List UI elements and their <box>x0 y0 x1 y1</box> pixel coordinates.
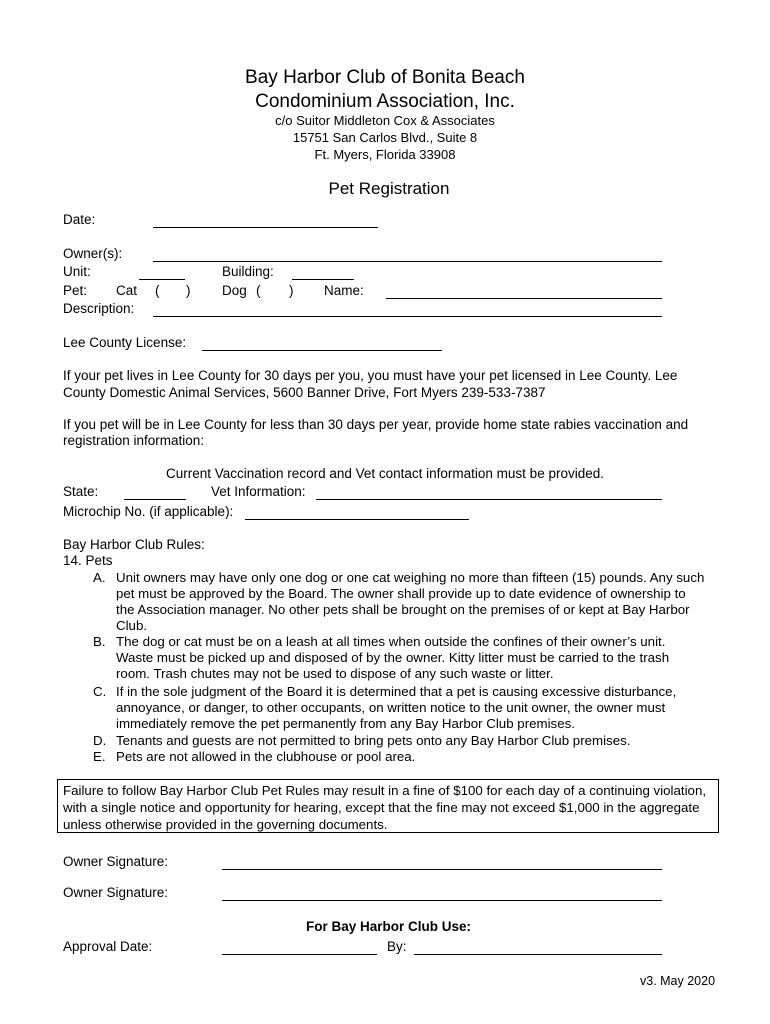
rule-item-b <box>93 634 706 682</box>
cat-label: Cat <box>116 283 138 298</box>
by-field[interactable] <box>414 954 662 955</box>
version-label: v3. May 2020 <box>640 974 716 988</box>
rules-heading: Bay Harbor Club Rules: <box>63 537 205 552</box>
rule-marker: D. <box>93 733 107 748</box>
rule-text: Pets are not allowed in the clubhouse or pool area. <box>116 749 416 764</box>
pet-label: Pet: <box>63 283 88 298</box>
title-line-1: Bay Harbor Club of Bonita Beach <box>245 67 525 88</box>
state-field[interactable] <box>124 499 186 500</box>
building-label: Building: <box>222 264 274 279</box>
description-field[interactable] <box>153 316 662 317</box>
dog-checkbox-close[interactable]: ) <box>289 283 294 298</box>
vet-info-label: Vet Information: <box>211 484 306 499</box>
rule-item-a <box>93 570 706 634</box>
paragraph-1-line-2: County Domestic Animal Services, 5600 Banner Drive, Fort Myers 239-533-7387 <box>63 385 546 400</box>
by-label: By: <box>387 939 407 954</box>
dog-label: Dog <box>222 283 247 298</box>
fine-notice-box: Failure to follow Bay Harbor Club Pet Rules may result in a fine of $100 for each day of a continuing violation, with a single notice and opportunity for hearing, except that the fine may not exceed $1,000 in the aggregate unless otherwise provided in the governing documents. <box>57 779 719 833</box>
vaccination-notice: Current Vaccination record and Vet contact information must be provided. <box>166 466 604 481</box>
microchip-label: Microchip No. (if applicable): <box>63 504 234 519</box>
rule-item-d <box>93 733 706 749</box>
building-field[interactable] <box>292 279 354 280</box>
form-title: Pet Registration <box>328 179 450 198</box>
microchip-field[interactable] <box>245 519 469 520</box>
owners-field[interactable] <box>153 261 662 262</box>
paragraph-2-line-2: registration information: <box>63 433 205 448</box>
unit-field[interactable] <box>139 279 185 280</box>
approval-date-field[interactable] <box>222 954 377 955</box>
rule-text: Tenants and guests are not permitted to bring pets onto any Bay Harbor Club premises. <box>116 733 631 748</box>
owner-signature-1-field[interactable] <box>222 869 662 870</box>
pet-name-label: Name: <box>324 283 364 298</box>
vet-info-field[interactable] <box>316 499 662 500</box>
pet-name-field[interactable] <box>386 298 662 299</box>
rules-section: 14. Pets <box>63 553 113 568</box>
address-line-2: 15751 San Carlos Blvd., Suite 8 <box>292 130 478 145</box>
dog-checkbox-open[interactable]: ( <box>256 283 261 298</box>
cat-checkbox-close[interactable]: ) <box>186 283 191 298</box>
lee-license-label: Lee County License: <box>63 335 187 350</box>
rule-marker: E. <box>93 749 106 764</box>
address-line-1: c/o Suitor Middleton Cox & Associates <box>275 113 495 128</box>
paragraph-1-line-1: If your pet lives in Lee County for 30 days per you, you must have your pet licensed in Lee County. Lee <box>63 368 678 383</box>
title-line-2: Condominium Association, Inc. <box>255 91 515 112</box>
rule-item-e <box>93 749 706 765</box>
rule-marker: B. <box>93 634 106 649</box>
state-label: State: <box>63 484 99 499</box>
date-label: Date: <box>63 212 96 227</box>
rule-item-c <box>93 684 706 732</box>
rule-marker: C. <box>93 684 107 699</box>
cat-checkbox-open[interactable]: ( <box>155 283 160 298</box>
rule-text: Unit owners may have only one dog or one cat weighing no more than fifteen (15) pounds. Any such pet must be approved by the Board. The owner shall provide up to date evidence of ownership to the Association manager. No other pets shall be brought on the premises of or kept at Bay Harbor Club. <box>116 570 705 633</box>
owner-signature-2-label: Owner Signature: <box>63 885 169 900</box>
description-label: Description: <box>63 301 135 316</box>
owners-label: Owner(s): <box>63 246 123 261</box>
rule-text: If in the sole judgment of the Board it is determined that a pet is causing excessive disturbance, annoyance, or danger, to other occupants, on written notice to the unit owner, the owner must immediately remove the pet permanently from any Bay Harbor Club premises. <box>116 684 677 731</box>
date-field[interactable] <box>153 227 378 228</box>
owner-signature-2-field[interactable] <box>222 900 662 901</box>
unit-label: Unit: <box>63 264 91 279</box>
rule-marker: A. <box>93 570 106 585</box>
address-line-3: Ft. Myers, Florida 33908 <box>314 147 456 162</box>
lee-license-field[interactable] <box>202 350 442 351</box>
approval-date-label: Approval Date: <box>63 939 153 954</box>
owner-signature-1-label: Owner Signature: <box>63 854 169 869</box>
paragraph-2-line-1: If you pet will be in Lee County for less than 30 days per year, provide home state rabies vaccination and <box>63 417 689 432</box>
club-use-heading: For Bay Harbor Club Use: <box>306 919 472 934</box>
rule-text: The dog or cat must be on a leash at all times when outside the confines of their owner’s unit. Waste must be picked up and disposed of by the owner. Kitty litter must be carried to the trash room. Trash chutes may not be used to dispose of any such waste or litter. <box>116 634 670 681</box>
